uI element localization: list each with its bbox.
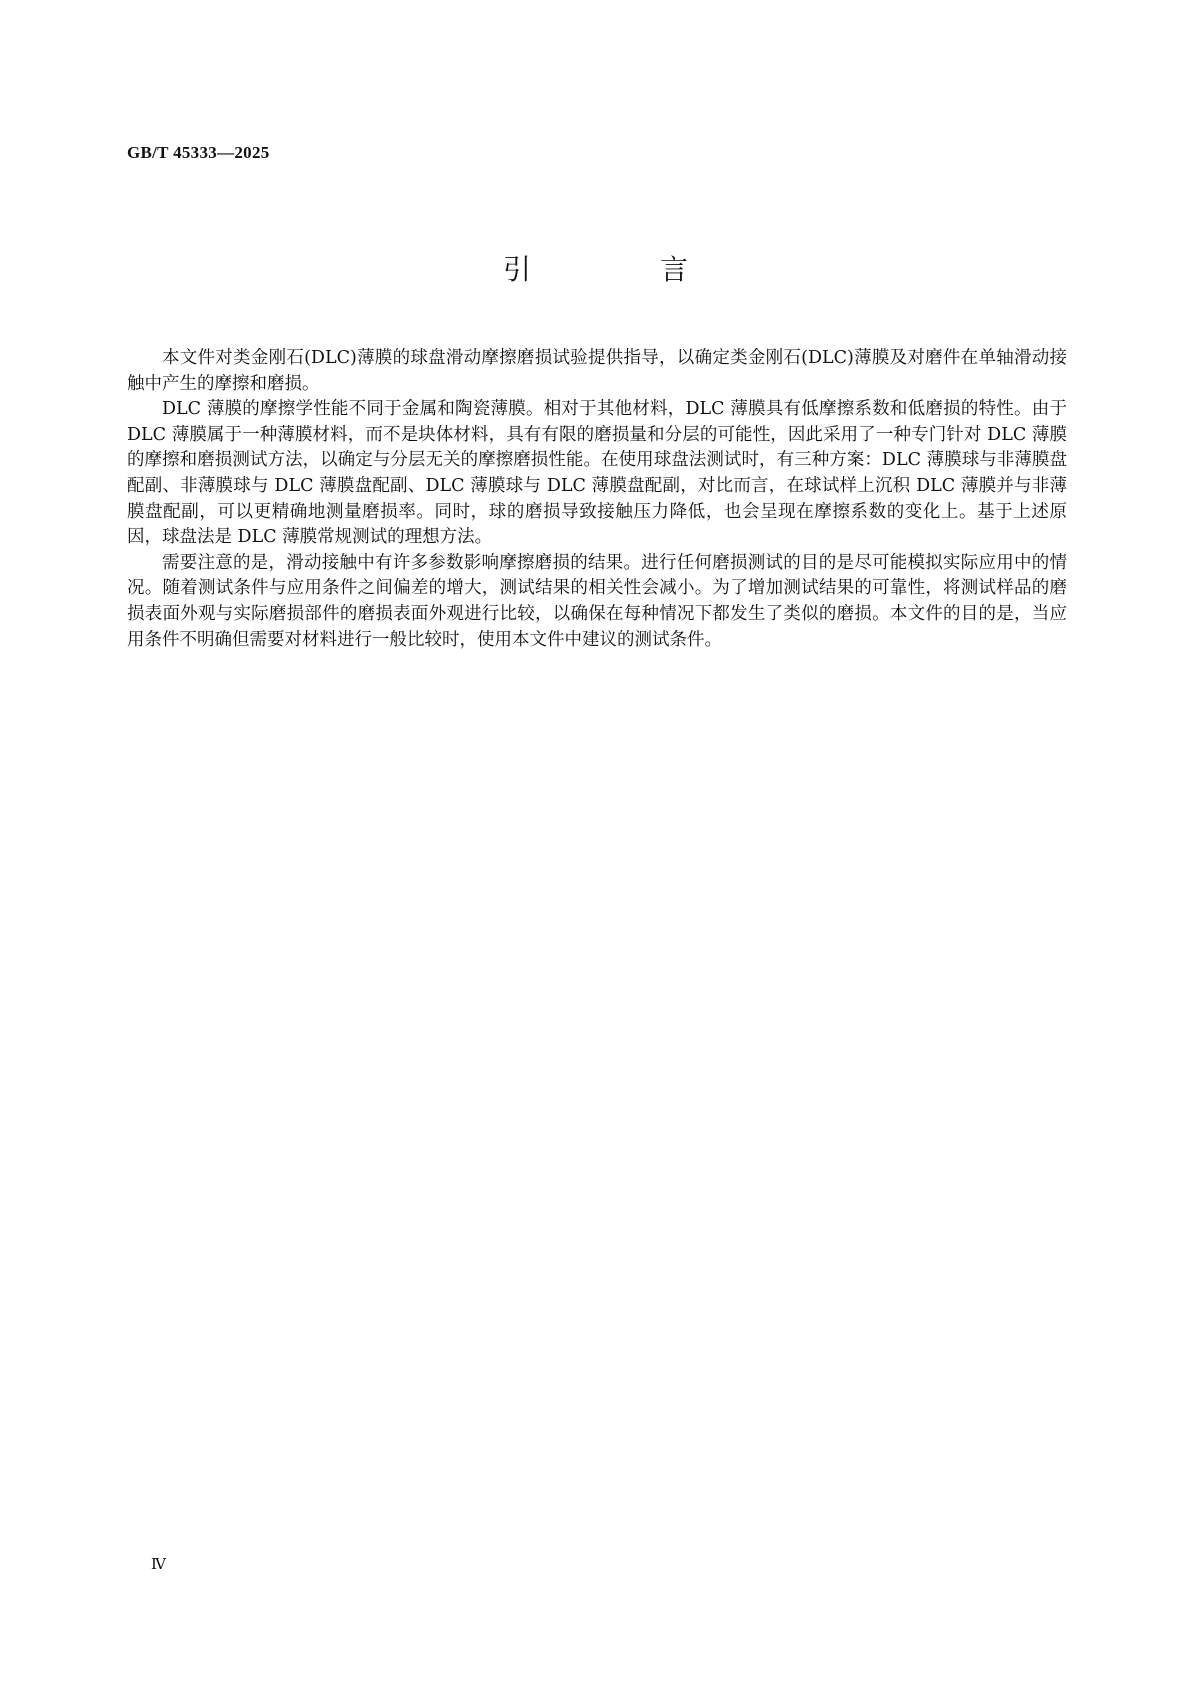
section-title: 引 言 (503, 253, 748, 286)
paragraph-1: 本文件对类金刚石(DLC)薄膜的球盘滑动摩擦磨损试验提供指导，以确定类金刚石(DLC)薄膜及对磨件在单轴滑动接触中产生的摩擦和磨损。 (127, 348, 1067, 394)
paragraph-3: 需要注意的是，滑动接触中有许多参数影响摩擦磨损的结果。进行任何磨损测试的目的是尽可能模拟实际应用中的情况。随着测试条件与应用条件之间偏差的增大，测试结果的相关性会减小。为了增加测试结果的可靠性，将测试样品的磨损表面外观与实际磨损部件的磨损表面外观进行比较，以确保在每种情况下都发生了类似的磨损。本文件的目的是，当应用条件不明确但需要对材料进行一般比较时，使用本文件中建议的测试条件。 (127, 552, 1067, 650)
page-number: Ⅳ (151, 1557, 166, 1573)
paragraph-2: DLC 薄膜的摩擦学性能不同于金属和陶瓷薄膜。相对于其他材料，DLC 薄膜具有低摩擦系数和低磨损的特性。由于 DLC 薄膜属于一种薄膜材料，而不是块体材料，具有有限的磨损量和分层的可能性，因此采用了一种专门针对 DLC 薄膜的摩擦和磨损测试方法，以确定与分层无关的摩擦磨损性能。在使用球盘法测试时，有三种方案：DLC 薄膜球与非薄膜盘配副、非薄膜球与 DLC 薄膜盘配副、DLC 薄膜球与 DLC 薄膜盘配副，对比而言，在球试样上沉积 DLC 薄膜并与非薄膜盘配副，可以更精确地测量磨损率。同时，球的磨损导致接触压力降低，也会呈现在摩擦系数的变化上。基于上述原因，球盘法是 DLC 薄膜常规测试的理想方法。 (127, 399, 1067, 548)
body-text (127, 346, 1067, 653)
standard-code: GB/T 45333—2025 (127, 143, 270, 162)
